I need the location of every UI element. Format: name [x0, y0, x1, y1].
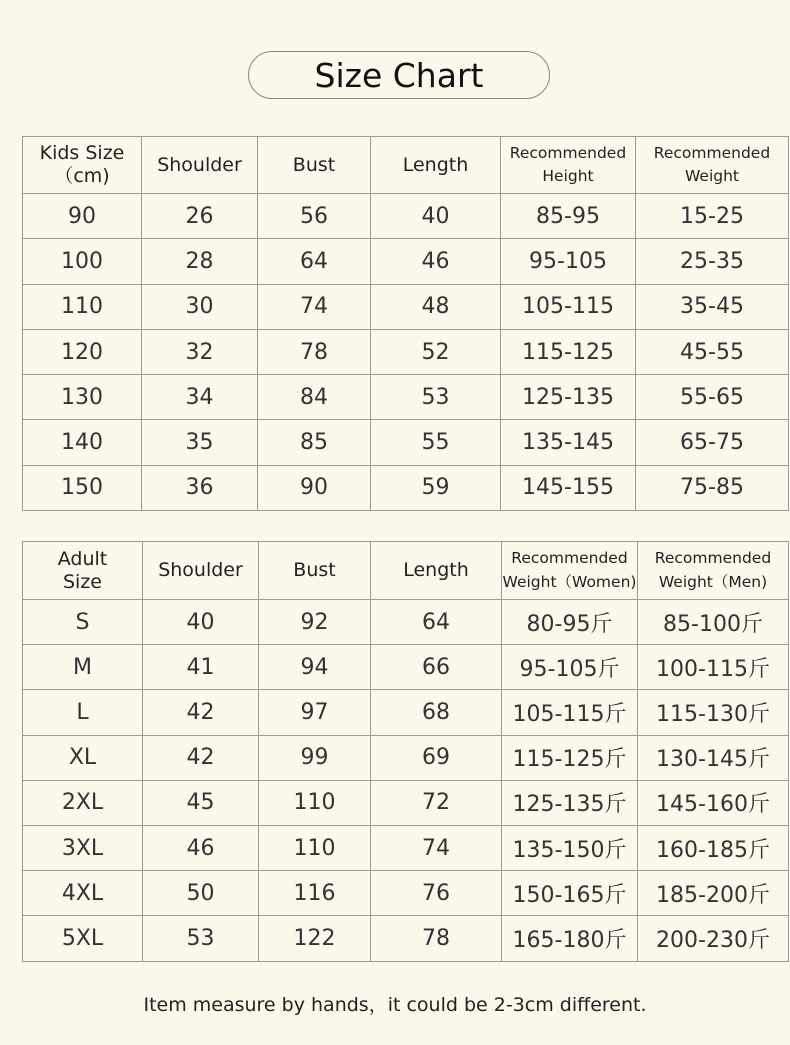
table-row: [23, 239, 789, 284]
table-cell: 185-200斤: [638, 871, 789, 916]
table-cell: 105-115: [501, 284, 636, 329]
table-cell: 150-165斤: [502, 871, 638, 916]
table-cell: S: [23, 600, 143, 645]
table-row: [23, 916, 789, 961]
column-header-shoulder: Shoulder: [143, 542, 259, 600]
table-cell: 78: [258, 329, 371, 374]
table-cell: 5XL: [23, 916, 143, 961]
table-cell: 85-100斤: [638, 600, 789, 645]
table-row: [23, 375, 789, 420]
column-header-adult-size: [23, 542, 143, 600]
column-header-recommended-height: [501, 137, 636, 194]
table-cell: 116: [259, 871, 371, 916]
table-cell: 100: [23, 239, 142, 284]
table-cell: 72: [371, 780, 502, 825]
table-row: [23, 645, 789, 690]
header-label: Adult: [57, 547, 108, 570]
table-cell: 42: [143, 690, 259, 735]
table-cell: 135-150斤: [502, 825, 638, 870]
table-cell: 200-230斤: [638, 916, 789, 961]
table-cell: 64: [371, 600, 502, 645]
table-cell: 145-155: [501, 465, 636, 510]
table-header-row: [23, 137, 789, 194]
table-cell: M: [23, 645, 143, 690]
table-cell: 85: [258, 420, 371, 465]
header-label: Weight（Men): [658, 572, 768, 591]
table-row: [23, 600, 789, 645]
table-cell: 28: [142, 239, 258, 284]
table-cell: 110: [259, 780, 371, 825]
table-cell: 110: [23, 284, 142, 329]
table-cell: 32: [142, 329, 258, 374]
column-header-kids-size: [23, 137, 142, 194]
table-cell: 2XL: [23, 780, 143, 825]
table-cell: 110: [259, 825, 371, 870]
column-header-recommended-weight: [636, 137, 789, 194]
table-cell: 115-125斤: [502, 735, 638, 780]
table-cell: 66: [371, 645, 502, 690]
table-cell: 160-185斤: [638, 825, 789, 870]
table-cell: 80-95斤: [502, 600, 638, 645]
table-cell: 94: [259, 645, 371, 690]
table-cell: 45: [143, 780, 259, 825]
table-cell: 74: [258, 284, 371, 329]
table-cell: 105-115斤: [502, 690, 638, 735]
table-cell: 35-45: [636, 284, 789, 329]
table-cell: 75-85: [636, 465, 789, 510]
table-cell: 78: [371, 916, 502, 961]
table-header-row: [23, 542, 789, 600]
table-cell: 40: [143, 600, 259, 645]
table-cell: 55: [371, 420, 501, 465]
header-label: Recommended: [653, 143, 771, 162]
table-cell: 90: [23, 194, 142, 239]
table-cell: 145-160斤: [638, 780, 789, 825]
column-header-recommended-weight-women: [502, 542, 638, 600]
table-cell: XL: [23, 735, 143, 780]
table-row: [23, 780, 789, 825]
table-cell: 25-35: [636, 239, 789, 284]
table-cell: L: [23, 690, 143, 735]
column-header-shoulder: Shoulder: [142, 137, 258, 194]
table-cell: 100-115斤: [638, 645, 789, 690]
table-cell: 41: [143, 645, 259, 690]
table-cell: 64: [258, 239, 371, 284]
table-cell: 130: [23, 375, 142, 420]
table-cell: 115-125: [501, 329, 636, 374]
header-label: Kids Size: [39, 142, 125, 165]
table-row: [23, 194, 789, 239]
table-cell: 46: [143, 825, 259, 870]
table-cell: 42: [143, 735, 259, 780]
table-cell: 90: [258, 465, 371, 510]
table-cell: 46: [371, 239, 501, 284]
table-cell: 84: [258, 375, 371, 420]
table-cell: 97: [259, 690, 371, 735]
table-cell: 55-65: [636, 375, 789, 420]
table-row: [23, 690, 789, 735]
table-cell: 165-180斤: [502, 916, 638, 961]
table-cell: 50: [143, 871, 259, 916]
table-cell: 115-130斤: [638, 690, 789, 735]
table-cell: 85-95: [501, 194, 636, 239]
column-header-recommended-weight-men: [638, 542, 789, 600]
table-row: [23, 420, 789, 465]
table-cell: 135-145: [501, 420, 636, 465]
table-cell: 130-145斤: [638, 735, 789, 780]
header-label: （cm): [54, 165, 110, 187]
table-cell: 74: [371, 825, 502, 870]
header-label: Recommended: [509, 143, 627, 162]
table-cell: 34: [142, 375, 258, 420]
table-cell: 40: [371, 194, 501, 239]
table-cell: 53: [143, 916, 259, 961]
table-row: [23, 825, 789, 870]
header-label: Recommended: [511, 549, 628, 568]
footer-note: Item measure by hands，it could be 2-3cm different.: [143, 994, 647, 1016]
table-cell: 56: [258, 194, 371, 239]
page-title: Size Chart: [248, 51, 550, 99]
table-cell: 30: [142, 284, 258, 329]
table-cell: 52: [371, 329, 501, 374]
column-header-length: Length: [371, 137, 501, 194]
table-cell: 68: [371, 690, 502, 735]
table-cell: 3XL: [23, 825, 143, 870]
table-cell: 150: [23, 465, 142, 510]
table-cell: 95-105: [501, 239, 636, 284]
header-label: Weight: [684, 167, 739, 185]
table-cell: 35: [142, 420, 258, 465]
table-row: [23, 735, 789, 780]
table-cell: 53: [371, 375, 501, 420]
table-cell: 125-135斤: [502, 780, 638, 825]
table-cell: 76: [371, 871, 502, 916]
header-label: Size: [62, 570, 102, 593]
adult-size-table: [22, 541, 789, 962]
table-cell: 120: [23, 329, 142, 374]
table-cell: 65-75: [636, 420, 789, 465]
table-cell: 140: [23, 420, 142, 465]
table-cell: 122: [259, 916, 371, 961]
table-cell: 26: [142, 194, 258, 239]
header-label: Height: [542, 167, 594, 185]
header-label: Recommended: [654, 549, 772, 568]
table-cell: 125-135: [501, 375, 636, 420]
table-row: [23, 284, 789, 329]
table-cell: 48: [371, 284, 501, 329]
header-label: Weight（Women): [502, 572, 637, 591]
column-header-bust: Bust: [258, 137, 371, 194]
table-cell: 15-25: [636, 194, 789, 239]
table-cell: 99: [259, 735, 371, 780]
table-row: [23, 329, 789, 374]
table-cell: 4XL: [23, 871, 143, 916]
table-cell: 45-55: [636, 329, 789, 374]
table-cell: 92: [259, 600, 371, 645]
kids-size-table: [22, 136, 789, 511]
column-header-length: Length: [371, 542, 502, 600]
column-header-bust: Bust: [259, 542, 371, 600]
table-cell: 69: [371, 735, 502, 780]
table-cell: 36: [142, 465, 258, 510]
table-cell: 95-105斤: [502, 645, 638, 690]
table-row: [23, 871, 789, 916]
table-cell: 59: [371, 465, 501, 510]
table-row: [23, 465, 789, 510]
